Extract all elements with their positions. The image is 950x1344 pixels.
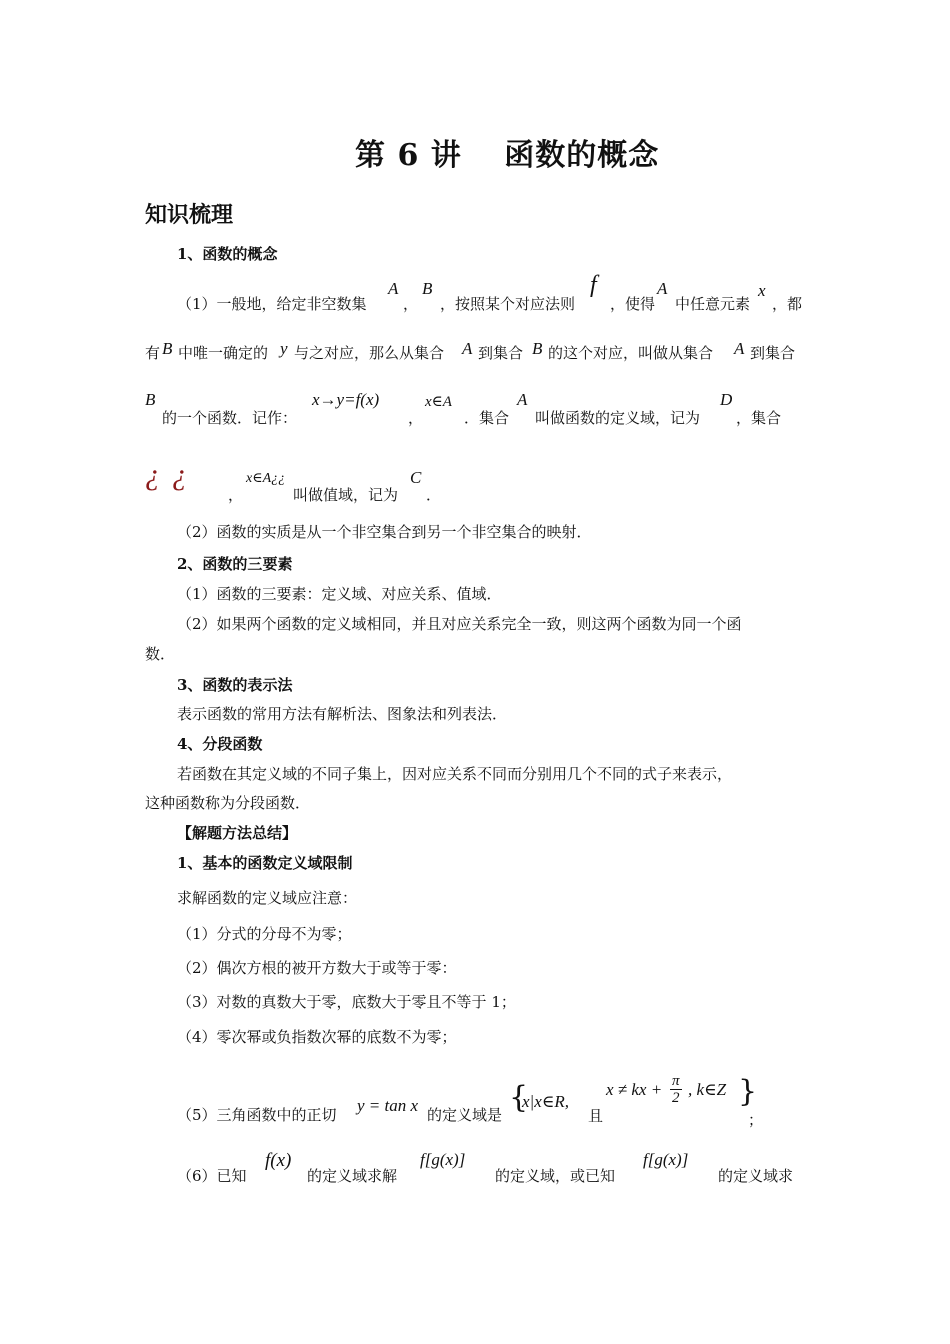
p3-text-b: ．集合 [464,409,510,427]
s2-p2-a: （2）如果两个函数的定义域相同，并且对应关系完全一致，则这两个函数为同一个函 [177,615,742,633]
math-D: D [720,390,733,409]
method-item-5-text-b: 的定义域是 [427,1106,503,1124]
math-condition-2: , k∈Z [688,1080,727,1099]
method-item-5-text-a: （5）三角函数中的正切 [177,1106,337,1124]
math-A-4: A [734,339,745,358]
math-A-3: A [462,339,473,358]
p3-text-d: ，集合 [736,409,782,427]
s2-p2-b: 数． [145,645,176,663]
math-B-4: B [145,390,156,409]
math-y: y [280,339,288,358]
p2-text-a: 有 [145,344,161,362]
p1-text-d: 中任意元素 [675,295,751,313]
method-item-3: （3）对数的真数大于零，底数大于零且不等于 1； [177,993,516,1011]
text-qie: 且 [588,1107,604,1125]
p1-text-a: （1）一般地，给定非空数集 [177,295,367,313]
p2-text-d: 到集合 [478,344,524,362]
math-A-2: A [657,279,668,298]
s2-p1: （1）函数的三要素：定义域、对应关系、值域． [177,585,502,603]
fraction-denominator: 2 [672,1090,680,1106]
math-f-of-x: f(x) [265,1150,292,1171]
heading-function-concept: 1、函数的概念 [177,245,278,263]
s3-p1: 表示函数的常用方法有解析法、图象法和列表法． [177,705,508,723]
math-condition: x ≠ kx + [606,1080,663,1099]
math-B-2: B [162,339,173,358]
method-item-6-text-a: （6）已知 [177,1167,247,1185]
math-x: x [758,281,766,300]
p2-text-f: 到集合 [750,344,796,362]
heading-representation: 3、函数的表示法 [177,676,293,694]
math-x-in-A-garbled: x∈A¿¿ [246,471,286,486]
p3-text-a: 的一个函数．记作： [162,409,298,427]
method-item-6-text-c: 的定义域，或已知 [495,1167,616,1185]
method-item-5-end: ； [748,1111,764,1129]
p1-text-b: ，按照某个对应法则 [440,295,576,313]
p4-comma: ， [228,486,244,504]
p2-text-c: 与之对应，那么从集合 [294,344,445,362]
methods-intro: 求解函数的定义域应注意： [177,889,358,907]
p2-text-e: 的这个对应，叫做从集合 [548,344,714,362]
p3-comma: ， [408,409,424,427]
right-brace: } [738,1074,758,1109]
p1-text-e: ，都 [772,295,803,313]
math-f-of-g-of-x: f[g(x)] [420,1150,466,1169]
math-A-5: A [517,390,528,409]
section-heading: 知识梳理 [145,203,234,228]
math-B-3: B [532,339,543,358]
p1-text-c: ，使得 [610,295,656,313]
math-C: C [410,468,422,487]
method-item-6-text-b: 的定义域求解 [307,1167,398,1185]
p4-text-b: ． [426,486,442,504]
method-item-6-text-d: 的定义域求 [718,1167,794,1185]
fraction-numerator: π [672,1073,680,1089]
heading-domain-limits: 1、基本的函数定义域限制 [177,854,353,872]
left-brace: { [509,1080,529,1115]
math-x-in-A: x∈A [425,394,452,410]
p3-text-c: 叫做函数的定义域，记为 [535,409,701,427]
math-f-of-g-of-x-2: f[g(x)] [643,1150,689,1169]
method-item-2: （2）偶次方根的被开方数大于或等于零： [177,959,457,977]
garbled-set-glyphs: ¿¿ [145,458,199,491]
p5-text: （2）函数的实质是从一个非空集合到另一个非空集合的映射． [177,523,592,541]
page-title: 第 6 讲 函数的概念 [355,138,660,173]
p2-text-b: 中唯一确定的 [178,344,269,362]
math-set-left: x|x∈R, [522,1092,569,1111]
s4-p1-a: 若函数在其定义域的不同子集上，因对应关系不同而分别用几个不同的式子来表示， [177,765,733,783]
math-mapping: x→y=f(x) [312,390,380,409]
heading-methods: 【解题方法总结】 [177,824,298,842]
heading-three-elements: 2、函数的三要素 [177,555,293,573]
fraction-pi-over-2 [670,1073,682,1106]
heading-piecewise: 4、分段函数 [177,735,263,753]
math-B: B [422,279,433,298]
math-y-tan-x: y = tan x [357,1096,419,1115]
s4-p1-b: 这种函数称为分段函数． [145,794,311,812]
method-item-4: （4）零次幂或负指数次幂的底数不为零； [177,1028,457,1046]
math-A: A [388,279,399,298]
math-f: f [590,272,597,298]
p1-comma: ， [403,295,419,313]
method-item-1: （1）分式的分母不为零； [177,925,352,943]
p4-text-a: 叫做值域，记为 [293,486,399,504]
